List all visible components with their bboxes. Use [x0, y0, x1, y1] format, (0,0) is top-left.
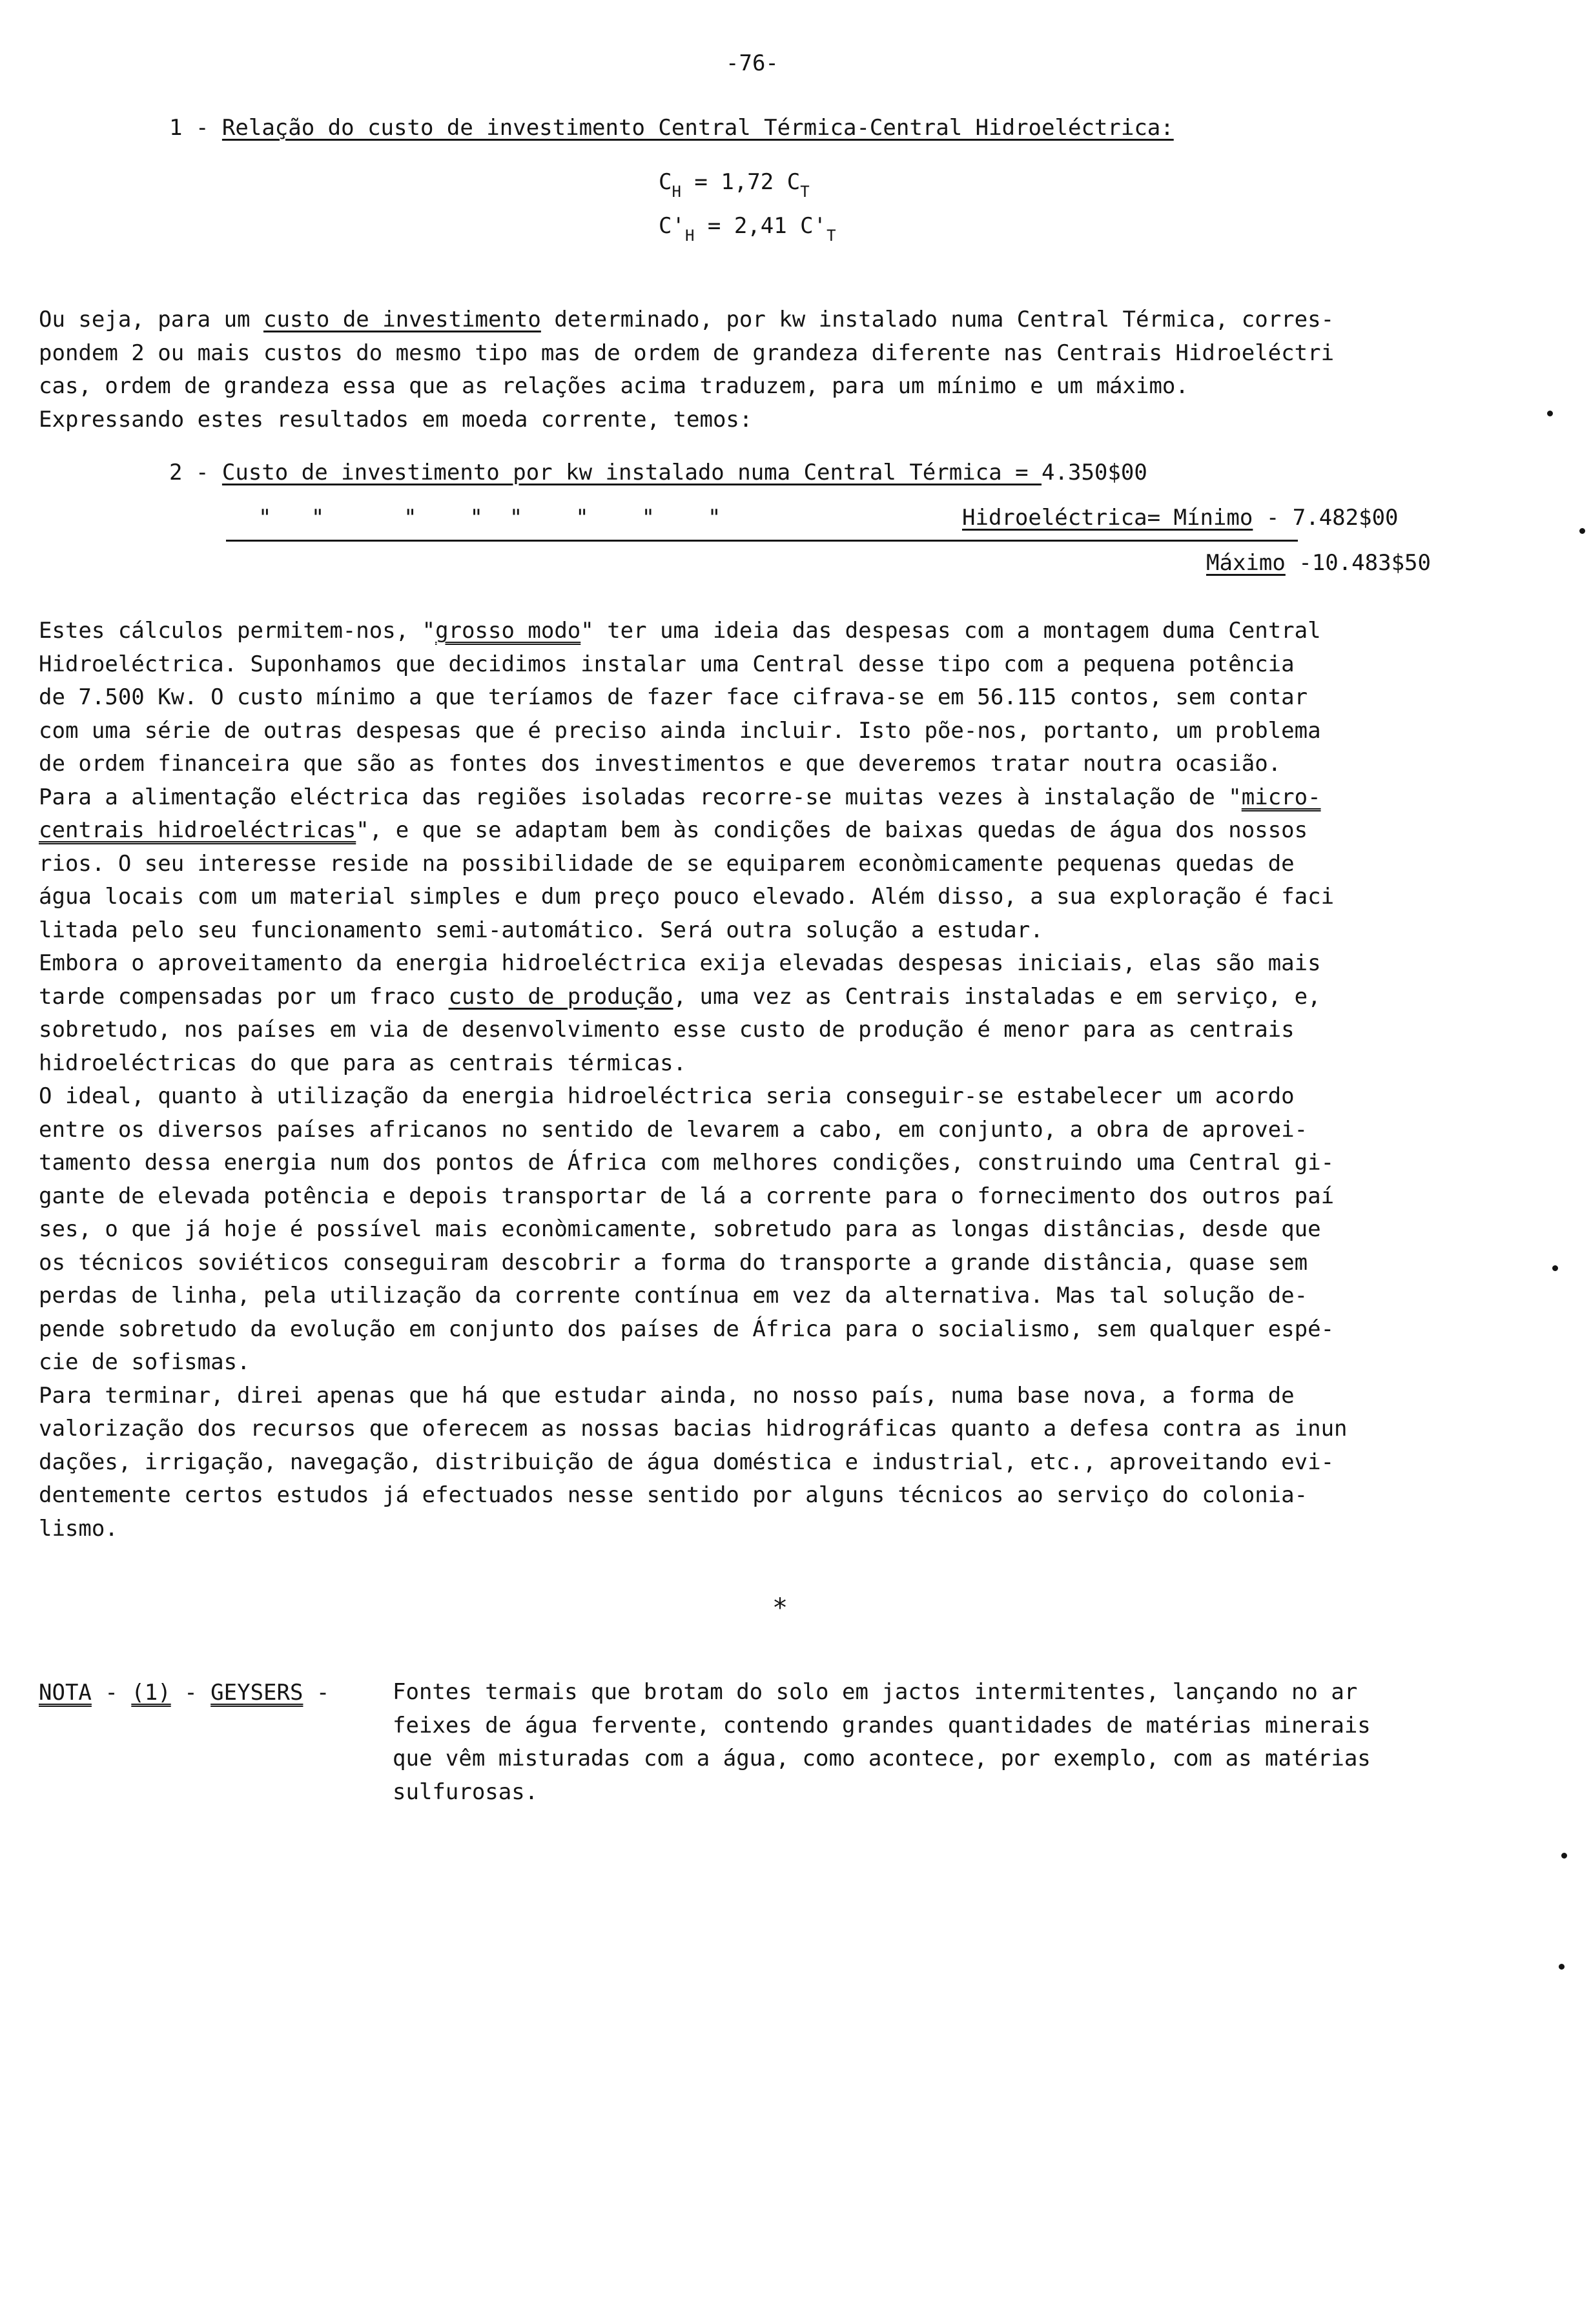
p2-line: de ordem financeira que são as fontes dos investimentos e que deveremos tratar noutra ocasião.: [39, 751, 1282, 777]
section2-heading: [169, 460, 1147, 485]
p2-text: ", e que se adaptam bem às condições de baixas quedas de água dos nossos: [356, 817, 1308, 843]
note-line: sulfurosas.: [393, 1779, 539, 1805]
p2-underlined-term: custo de produção: [448, 983, 673, 1010]
formula-2: [659, 213, 836, 245]
p2-text: " ter uma ideia das despesas com a montagem duma Central: [580, 618, 1321, 644]
min-value: - 7.482$00: [1253, 505, 1399, 531]
min-label: Mínimo: [1173, 505, 1253, 531]
p2-line: [39, 981, 1524, 1014]
formula-2-right-sub: T: [826, 227, 836, 245]
max-value: -10.483$50: [1285, 550, 1431, 576]
p2-line: lismo.: [39, 1515, 118, 1542]
p2-underlined-term: grosso modo: [435, 618, 581, 644]
p2-line: perdas de linha, pela utilização da corrente contínua em vez da alternativa. Mas tal solução de-: [39, 1283, 1308, 1309]
p2-line: ses, o que já hoje é possível mais econòmicamente, sobretudo para as longas distâncias, desde que: [39, 1216, 1321, 1242]
p2-line: pende sobretudo da evolução em conjunto dos países de África para o socialismo, sem qualquer espé-: [39, 1316, 1335, 1342]
formula-1-left: C: [659, 169, 672, 195]
p1-text: determinado, por kw instalado numa Central Térmica, corres-: [540, 307, 1335, 332]
p2-line: os técnicos soviéticos conseguiram descobrir a forma do transporte a grande distância, quase sem: [39, 1249, 1308, 1276]
page-number: -76-: [726, 50, 779, 76]
note-body: [393, 1676, 1529, 1809]
p2-line: [39, 615, 1524, 648]
section2-label: Custo de investimento por kw instalado numa Central Térmica =: [221, 460, 1042, 485]
scan-mark: [1552, 1265, 1558, 1271]
formula-1-right: = 1,72 C: [694, 169, 801, 195]
max-label: Máximo: [1206, 550, 1286, 576]
formula-1: [659, 169, 810, 201]
note-number: (1): [131, 1680, 171, 1706]
note-dash: -: [303, 1680, 343, 1706]
p2-line: de 7.500 Kw. O custo mínimo a que teríamos de fazer face cifrava-se em 56.115 contos, sem contar: [39, 684, 1308, 710]
p1-text: Ou seja, para um: [39, 307, 263, 332]
p2-line: hidroeléctricas do que para as centrais térmicas.: [39, 1050, 687, 1076]
p2-underlined-term: centrais hidroeléctricas: [39, 817, 356, 843]
p2-line: tamento dessa energia num dos pontos de África com melhores condições, construindo uma Central gi-: [39, 1150, 1335, 1176]
p2-line: entre os diversos países africanos no sentido de levarem a cabo, em conjunto, a obra de aprovei-: [39, 1116, 1308, 1143]
section2-value-termica: 4.350$00: [1042, 460, 1147, 485]
scan-mark: [1561, 1853, 1567, 1859]
p1-line: pondem 2 ou mais custos do mesmo tipo mas de ordem de grandeza diferente nas Centrais Hidroeléctri: [39, 340, 1335, 366]
p2-text: Para a alimentação eléctrica das regiões isoladas recorre-se muitas vezes à instalação de ": [39, 784, 1242, 810]
p2-text: , uma vez as Centrais instaladas e em serviço, e,: [673, 983, 1321, 1010]
scan-mark: [1579, 528, 1585, 534]
hidro-label: Hidroeléctrica=: [962, 505, 1174, 531]
p2-line: [39, 814, 1524, 848]
note-line: feixes de água fervente, contendo grandes quantidades de matérias minerais: [393, 1712, 1371, 1738]
p2-line: gante de elevada potência e depois transportar de lá a corrente para o fornecimento dos outros paí: [39, 1183, 1335, 1209]
p2-line: dentemente certos estudos já efectuados nesse sentido por alguns técnicos ao serviço do colonia-: [39, 1482, 1308, 1508]
p1-line: Expressando estes resultados em moeda corrente, temos:: [39, 406, 753, 433]
p2-line: com uma série de outras despesas que é preciso ainda incluir. Isto põe-nos, portanto, um problema: [39, 717, 1321, 744]
scan-mark: [1547, 411, 1553, 416]
p2-line: litada pelo seu funcionamento semi-automático. Será outra solução a estudar.: [39, 917, 1043, 943]
note-line: que vêm misturadas com a água, como acontece, por exemplo, com as matérias: [393, 1746, 1371, 1771]
note-line: Fontes termais que brotam do solo em jactos intermitentes, lançando no ar: [393, 1679, 1358, 1705]
p2-line: rios. O seu interesse reside na possibilidade de se equiparem econòmicamente pequenas quedas de: [39, 850, 1295, 877]
note-dash: -: [170, 1680, 211, 1706]
section1-heading: [169, 115, 1174, 141]
ditto-marks: " " " " " " " ": [258, 505, 721, 531]
paragraph-2: [39, 615, 1524, 1545]
p2-text: tarde compensadas por um fraco: [39, 983, 449, 1010]
p2-line: O ideal, quanto à utilização da energia hidroeléctrica seria conseguir-se estabelecer um acordo: [39, 1083, 1295, 1109]
p2-line: água locais com um material simples e dum preço pouco elevado. Além disso, a sua exploração é faci: [39, 884, 1335, 910]
section2-number: 2 -: [169, 460, 209, 485]
underline-rule: [226, 540, 1298, 542]
section1-title: Relação do custo de investimento Central Térmica-Central Hidroeléctrica:: [221, 115, 1174, 141]
p2-line: sobretudo, nos países em via de desenvolvimento esse custo de produção é menor para as centrais: [39, 1017, 1295, 1043]
max-row: [1206, 550, 1431, 576]
formula-2-right: = 2,41 C': [707, 213, 827, 239]
p2-line: cie de sofismas.: [39, 1349, 251, 1375]
p2-line: Hidroeléctrica. Suponhamos que decidimos instalar uma Central desse tipo com a pequena potência: [39, 651, 1295, 677]
p2-line: Embora o aproveitamento da energia hidroeléctrica exija elevadas despesas iniciais, elas são mais: [39, 950, 1321, 976]
formula-2-left-sub: H: [684, 227, 695, 245]
p2-line: [39, 781, 1524, 815]
note-label: NOTA: [39, 1680, 92, 1706]
hidro-row: [962, 505, 1399, 531]
p1-underlined-term: custo de investimento: [263, 307, 541, 332]
note-dash: -: [91, 1680, 132, 1706]
note-heading: [39, 1680, 343, 1706]
separator-asterisk: *: [772, 1593, 788, 1623]
formula-2-left: C': [659, 213, 685, 239]
p2-line: dações, irrigação, navegação, distribuição de água doméstica e industrial, etc., aproveitando evi-: [39, 1449, 1335, 1475]
note-term: GEYSERS: [210, 1680, 303, 1706]
p2-underlined-term: micro-: [1241, 784, 1321, 810]
p2-line: valorização dos recursos que oferecem as nossas bacias hidrográficas quanto a defesa contra as inun: [39, 1416, 1348, 1442]
p2-text: Estes cálculos permitem-nos, ": [39, 618, 436, 644]
scan-mark: [1559, 1964, 1565, 1970]
formula-1-left-sub: H: [672, 183, 681, 201]
formula-1-right-sub: T: [800, 183, 810, 201]
p1-line: cas, ordem de grandeza essa que as relações acima traduzem, para um mínimo e um máximo.: [39, 373, 1189, 399]
section1-number: 1 -: [169, 115, 209, 141]
paragraph-1: [39, 303, 1524, 436]
p2-line: Para terminar, direi apenas que há que estudar ainda, no nosso país, numa base nova, a forma de: [39, 1382, 1295, 1409]
p1-line: [39, 303, 1524, 337]
